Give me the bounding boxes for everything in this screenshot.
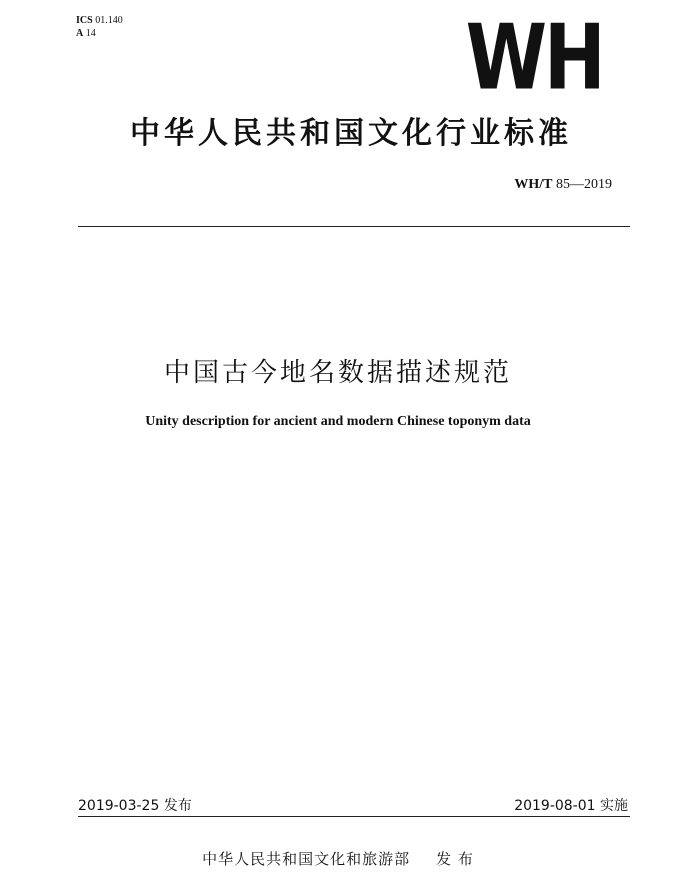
standard-number [514,177,612,193]
issuer-line [0,848,676,869]
ccs-label: A [76,28,84,39]
ics-label: ICS [76,15,93,26]
top-divider [78,226,630,227]
issue-date: 2019-03-25 发布 [78,798,192,814]
document-title-english: Unity description for ancient and modern Chinese toponym data [145,414,531,429]
bottom-divider [78,816,630,817]
standard-number-prefix: WH/T [514,177,553,192]
ccs-code: 14 [85,28,96,39]
wh-logo: WH [465,4,603,111]
classification-codes [76,14,123,40]
standard-category: 中华人民共和国文化行业标准 [130,116,572,151]
document-title-chinese: 中国古今地名数据描述规范 [163,358,512,388]
implementation-date: 2019-08-01 实施 [514,798,628,814]
issuer-action: 发 布 [436,850,474,868]
issuer-name: 中华人民共和国文化和旅游部 [202,850,411,868]
ccs-line [76,27,123,40]
ics-line [76,14,123,27]
ics-code: 01.140 [95,15,123,26]
standard-number-value: 85—2019 [556,177,612,192]
